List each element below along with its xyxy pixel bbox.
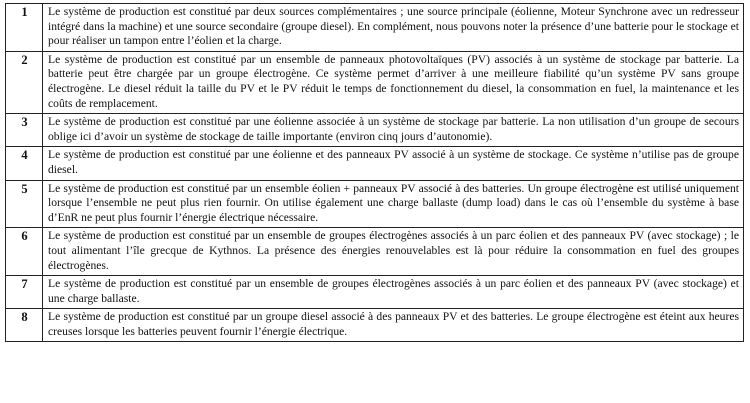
table-row xyxy=(6,114,744,147)
row-description: Le système de production est constitué par deux sources complémentaires ; une source principale (éolienne, Moteur Synchrone avec un redresseur intégré dans la machine) et une source secondaire (groupe diesel). En complément, nous pouvons noter la présence d’une batterie pour le stockage et pour réaliser un tampon entre l’éolien et la charge. xyxy=(43,4,744,52)
row-number: 6 xyxy=(6,228,43,276)
table-row xyxy=(6,4,744,52)
row-number: 4 xyxy=(6,147,43,180)
row-number: 8 xyxy=(6,309,43,342)
row-number: 5 xyxy=(6,180,43,228)
table-row xyxy=(6,309,744,342)
row-description: Le système de production est constitué par un ensemble de panneaux photovoltaïques (PV) associés à un système de stockage par batterie. La batterie peut être chargée par un groupe électrogène. Ce système permet d’arriver à une meilleure fiabilité qu’un système PV sans groupe électrogène. Le diesel réduit la taille du PV et le PV réduit le temps de fonctionnement du diesel, la consommation en fuel, la maintenance et les coûts de remplacement. xyxy=(43,51,744,113)
row-description: Le système de production est constitué par un ensemble de groupes électrogènes associés à un parc éolien et des panneaux PV (avec stockage) et une charge ballaste. xyxy=(43,276,744,309)
row-description: Le système de production est constitué par un ensemble éolien + panneaux PV associé à des batteries. Un groupe électrogène est utilisé uniquement lorsque l’ensemble ne peut plus rien fournir. On utilise également une charge ballaste (dump load) dans le cas où l’ensemble du système à base d’EnR ne peut plus fournir l’énergie électrique nécessaire. xyxy=(43,180,744,228)
row-number: 3 xyxy=(6,114,43,147)
table-row xyxy=(6,180,744,228)
table-row xyxy=(6,276,744,309)
row-number: 7 xyxy=(6,276,43,309)
row-number: 1 xyxy=(6,4,43,52)
row-description: Le système de production est constitué par un ensemble de groupes électrogènes associés à un parc éolien et des panneaux PV (avec stockage) ; le tout alimentant l’île grecque de Kythnos. La présence des énergies renouvelables est là pour réduire la consommation en fuel des groupes électrogènes. xyxy=(43,228,744,276)
systems-table xyxy=(5,3,744,342)
row-description: Le système de production est constitué par une éolienne et des panneaux PV associé à un système de stockage. Ce système n’utilise pas de groupe diesel. xyxy=(43,147,744,180)
table-row xyxy=(6,147,744,180)
row-description: Le système de production est constitué par un groupe diesel associé à des panneaux PV et des batteries. Le groupe électrogène est éteint aux heures creuses lorsque les batteries peuvent fournir l’énergie électrique. xyxy=(43,309,744,342)
table-row xyxy=(6,228,744,276)
table-row xyxy=(6,51,744,113)
row-description: Le système de production est constitué par une éolienne associée à un système de stockage par batterie. La non utilisation d’un groupe de secours oblige ici d’avoir un système de stockage de taille importante (environ cinq jours d’autonomie). xyxy=(43,114,744,147)
row-number: 2 xyxy=(6,51,43,113)
